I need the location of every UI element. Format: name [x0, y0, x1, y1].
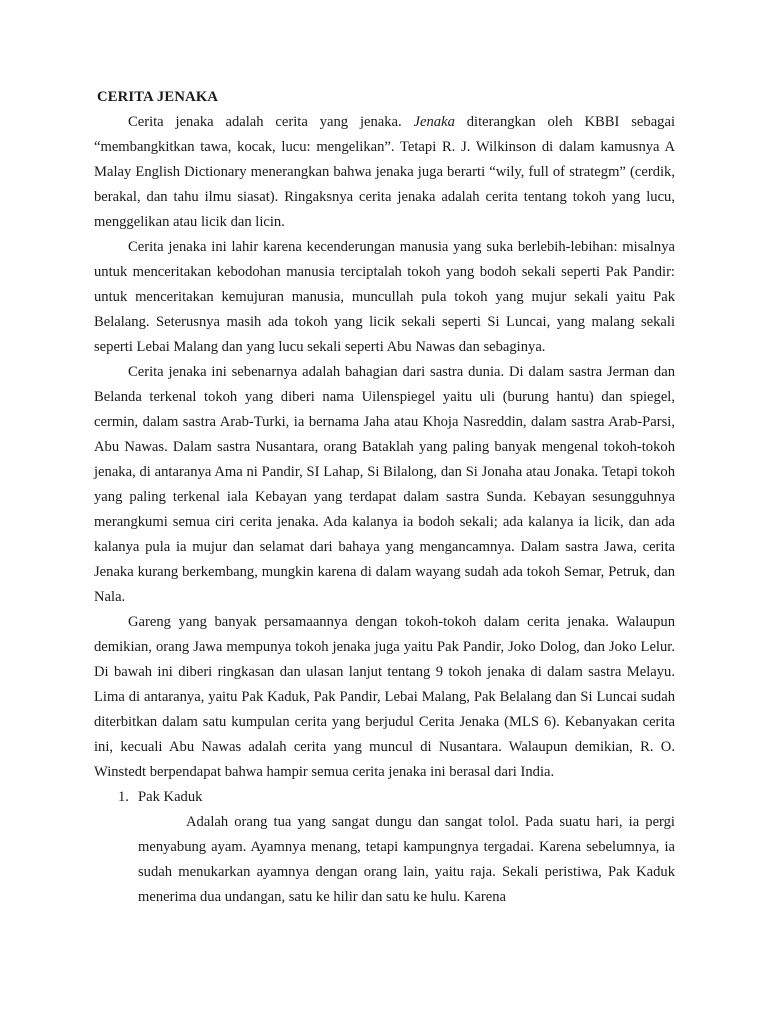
paragraph-1 [94, 110, 675, 235]
paragraph-4: Gareng yang banyak persamaannya dengan tokoh-tokoh dalam cerita jenaka. Walaupun demikian, orang Jawa mempunya tokoh jenaka juga yaitu Pak Pandir, Joko Dolog, dan Joko Lelur. Di bawah ini diberi ringkasan dan ulasan lanjut tentang 9 tokoh jenaka di dalam sastra Melayu. Lima di antaranya, yaitu Pak Kaduk, Pak Pandir, Lebai Malang, Pak Belalang dan Si Luncai sudah diterbitkan dalam satu kumpulan cerita yang berjudul Cerita Jenaka (MLS 6). Kebanyakan cerita ini, kecuali Abu Nawas adalah cerita yang muncul di Nusantara. Walaupun demikian, R. O. Winstedt berpendapat bahwa hampir semua cerita jenaka ini berasal dari India. [94, 614, 675, 780]
list-item-heading [94, 785, 675, 810]
paragraph-1-text-b: diterangkan oleh KBBI sebagai “membangkitkan tawa, kocak, lucu: mengelikan”. Tetapi R. J. Wilkinson di dalam kamusnya A Malay English Dictionary menerangkan bahwa jenaka juga berarti “wily, full of strategm” (cerdik, berakal, dan tahu ilmu siasat). Ringaksnya cerita jenaka adalah cerita tentang tokoh yang lucu, menggelikan atau licik dan licin. [94, 114, 675, 230]
list-item-text: Adalah orang tua yang sangat dungu dan sangat tolol. Pada suatu hari, ia pergi menyabung ayam. Ayamnya menang, tetapi kampungnya tergadai. Karena sebelumnya, ia sudah menukarkan ayamnya dengan orang lain, yaitu raja. Sekali peristiwa, Pak Kaduk menerima dua undangan, satu ke hilir dan satu ke hulu. Karena [138, 814, 675, 905]
list-item-title: Pak Kaduk [138, 789, 203, 805]
document-title: CERITA JENAKA [97, 89, 219, 105]
paragraph-3: Cerita jenaka ini sebenarnya adalah bahagian dari sastra dunia. Di dalam sastra Jerman dan Belanda terkenal tokoh yang diberi nama Uilenspiegel yaitu uli (burung hantu) dan spiegel, cermin, dalam sastra Arab-Turki, ia bernama Jaha atau Khoja Nasreddin, dalam sastra Arab-Parsi, Abu Nawas. Dalam sastra Nusantara, orang Bataklah yang paling banyak mengenal tokoh-tokoh jenaka, di antaranya Ama ni Pandir, SI Lahap, Si Bilalong, dan Si Jonaha atau Jonaka. Tetapi tokoh yang paling terkenal iala Kebayan yang terdapat dalam sastra Sunda. Kebayan sesungguhnya merangkumi semua ciri cerita jenaka. Ada kalanya ia bodoh sekali; ada kalanya ia licik, dan ada kalanya pula ia mujur dan selamat dari bahaya yang mengancamnya. Dalam sastra Jawa, cerita Jenaka kurang berkembang, mungkin karena di dalam wayang sudah ada tokoh Semar, Petruk, dan Nala. [94, 364, 675, 605]
character-list [94, 785, 675, 910]
paragraph-2: Cerita jenaka ini lahir karena kecenderungan manusia yang suka berlebih-lebihan: misalnya untuk menceritakan kebodohan manusia terciptalah tokoh yang bodoh sekali seperti Pak Pandir: untuk menceritakan kemujuran manusia, muncullah pula tokoh yang mujur sekali yaitu Pak Belalang. Seterusnya masih ada tokoh yang licik sekali seperti Si Luncai, yang malang sekali seperti Lebai Malang dan yang lucu sekali seperti Abu Nawas dan sebaginya. [94, 239, 675, 355]
paragraph-1-italic-term: Jenaka [413, 114, 455, 130]
document-body [94, 110, 675, 910]
list-item-number: 1. [118, 789, 129, 805]
paragraph-1-text-a: Cerita jenaka adalah cerita yang jenaka. [128, 114, 414, 130]
